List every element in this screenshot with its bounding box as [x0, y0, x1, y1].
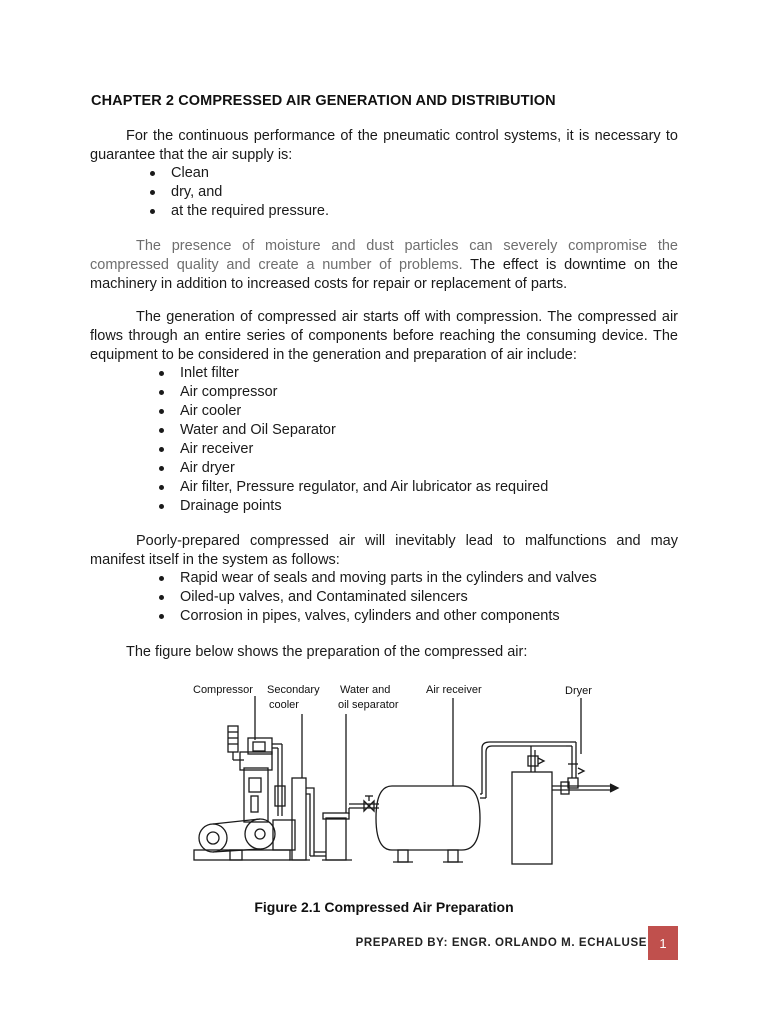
list-item: Air filter, Pressure regulator, and Air lubricator as required — [156, 478, 548, 497]
list-item: Inlet filter — [156, 364, 548, 383]
moisture-faded-text: The presence of moisture and dust particles can severely compromise the compressed quality and create a number of problems. — [90, 238, 678, 273]
moisture-paragraph — [90, 237, 678, 294]
compressed-air-figure — [164, 668, 622, 884]
figure-intro: The figure below shows the preparation of the compressed air: — [126, 644, 528, 660]
compressed-air-diagram — [164, 668, 622, 884]
label-secondary-1: Secondary — [267, 684, 320, 696]
list-item: Air receiver — [156, 440, 548, 459]
prepared-by: PREPARED BY: ENGR. ORLANDO M. ECHALUSE — [355, 937, 647, 949]
label-compressor: Compressor — [193, 684, 253, 696]
generation-paragraph: The generation of compressed air starts off with compression. The compressed air flows through an entire series of components before reaching the consuming device. The equipment to be considered in the generation and preparation of air include: — [90, 309, 678, 363]
label-dryer: Dryer — [565, 685, 592, 697]
malfunction-paragraph: Poorly-prepared compressed air will inevitably lead to malfunctions and may manifest itself in the system as follows: — [90, 533, 678, 568]
intro-paragraph: For the continuous performance of the pneumatic control systems, it is necessary to guarantee that the air supply is: — [90, 128, 678, 163]
list-item: Rapid wear of seals and moving parts in the cylinders and valves — [156, 569, 597, 588]
list-item: Air cooler — [156, 402, 548, 421]
list-item: Water and Oil Separator — [156, 421, 548, 440]
label-separator-2: oil separator — [338, 699, 399, 711]
list-item: Drainage points — [156, 497, 548, 516]
list-item: Air dryer — [156, 459, 548, 478]
list-item: Air compressor — [156, 383, 548, 402]
list-item: Oiled-up valves, and Contaminated silencers — [156, 588, 597, 607]
requirements-list — [147, 164, 329, 221]
list-item: Clean — [147, 164, 329, 183]
list-item: dry, and — [147, 183, 329, 202]
malfunction-list — [156, 569, 597, 626]
list-item: Corrosion in pipes, valves, cylinders and other components — [156, 607, 597, 626]
label-secondary-2: cooler — [269, 699, 299, 711]
label-separator-1: Water and — [340, 684, 391, 696]
page-number-badge: 1 — [648, 926, 678, 960]
chapter-heading: CHAPTER 2 COMPRESSED AIR GENERATION AND DISTRIBUTION — [91, 93, 556, 109]
figure-caption: Figure 2.1 Compressed Air Preparation — [254, 899, 514, 915]
label-receiver: Air receiver — [426, 684, 482, 696]
list-item: at the required pressure. — [147, 202, 329, 221]
equipment-list — [156, 364, 548, 516]
moisture-normal-text: The effect is downtime on the machinery in addition to increased costs for repair or replacement of parts. — [90, 257, 678, 292]
